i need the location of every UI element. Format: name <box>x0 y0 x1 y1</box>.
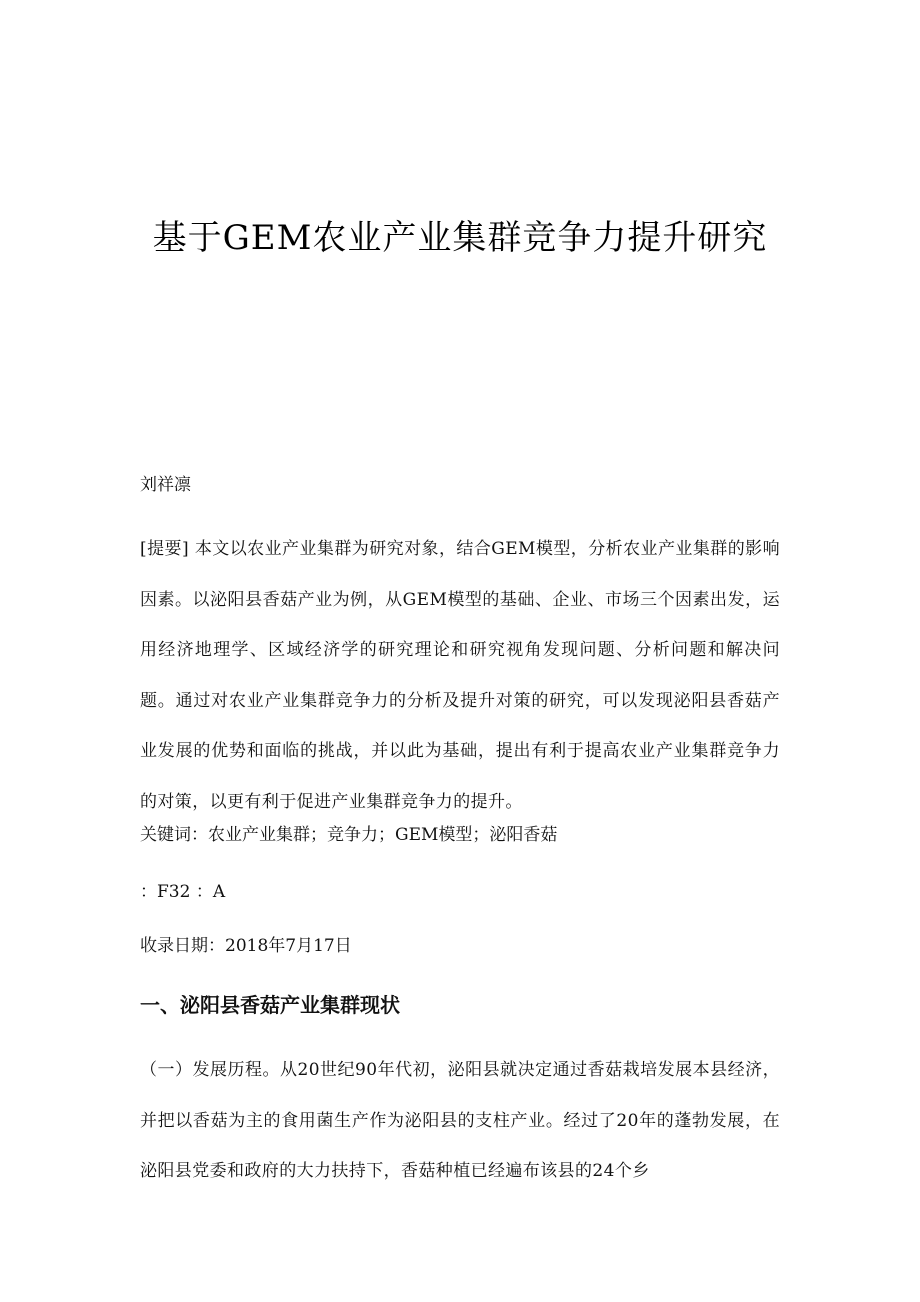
keywords-line: 关键词：农业产业集群；竞争力；GEM模型；泌阳香菇 <box>140 825 558 845</box>
paper-title: 基于GEM农业产业集群竞争力提升研究 <box>152 218 768 258</box>
received-date-line: 收录日期：2018年7月17日 <box>140 936 352 956</box>
abstract-paragraph: [提要] 本文以农业产业集群为研究对象，结合GEM模型，分析农业产业集群的影响因素。以泌阳县香菇产业为例，从GEM模型的基础、企业、市场三个因素出发，运用经济地理学、区域经济学的研究理论和研究视角发现问题、分析问题和解决问题。通过对农业产业集群竞争力的分析及提升对策的研究，可以发现泌阳县香菇产业发展的优势和面临的挑战，并以此为基础，提出有利于提高农业产业集群竞争力的对策，以更有利于促进产业集群竞争力的提升。 <box>140 539 780 812</box>
classification-line: ：F32 ：A <box>140 882 226 902</box>
author-name: 刘祥凛 <box>140 475 191 495</box>
section-heading: 一、泌阳县香菇产业集群现状 <box>140 993 400 1017</box>
body-paragraph: （一）发展历程。从20世纪90年代初，泌阳县就决定通过香菇栽培发展本县经济，并把以香菇为主的食用菌生产作为泌阳县的支柱产业。经过了20年的蓬勃发展，在泌阳县党委和政府的大力扶持下，香菇种植已经遍布该县的24个乡 <box>140 1060 780 1181</box>
